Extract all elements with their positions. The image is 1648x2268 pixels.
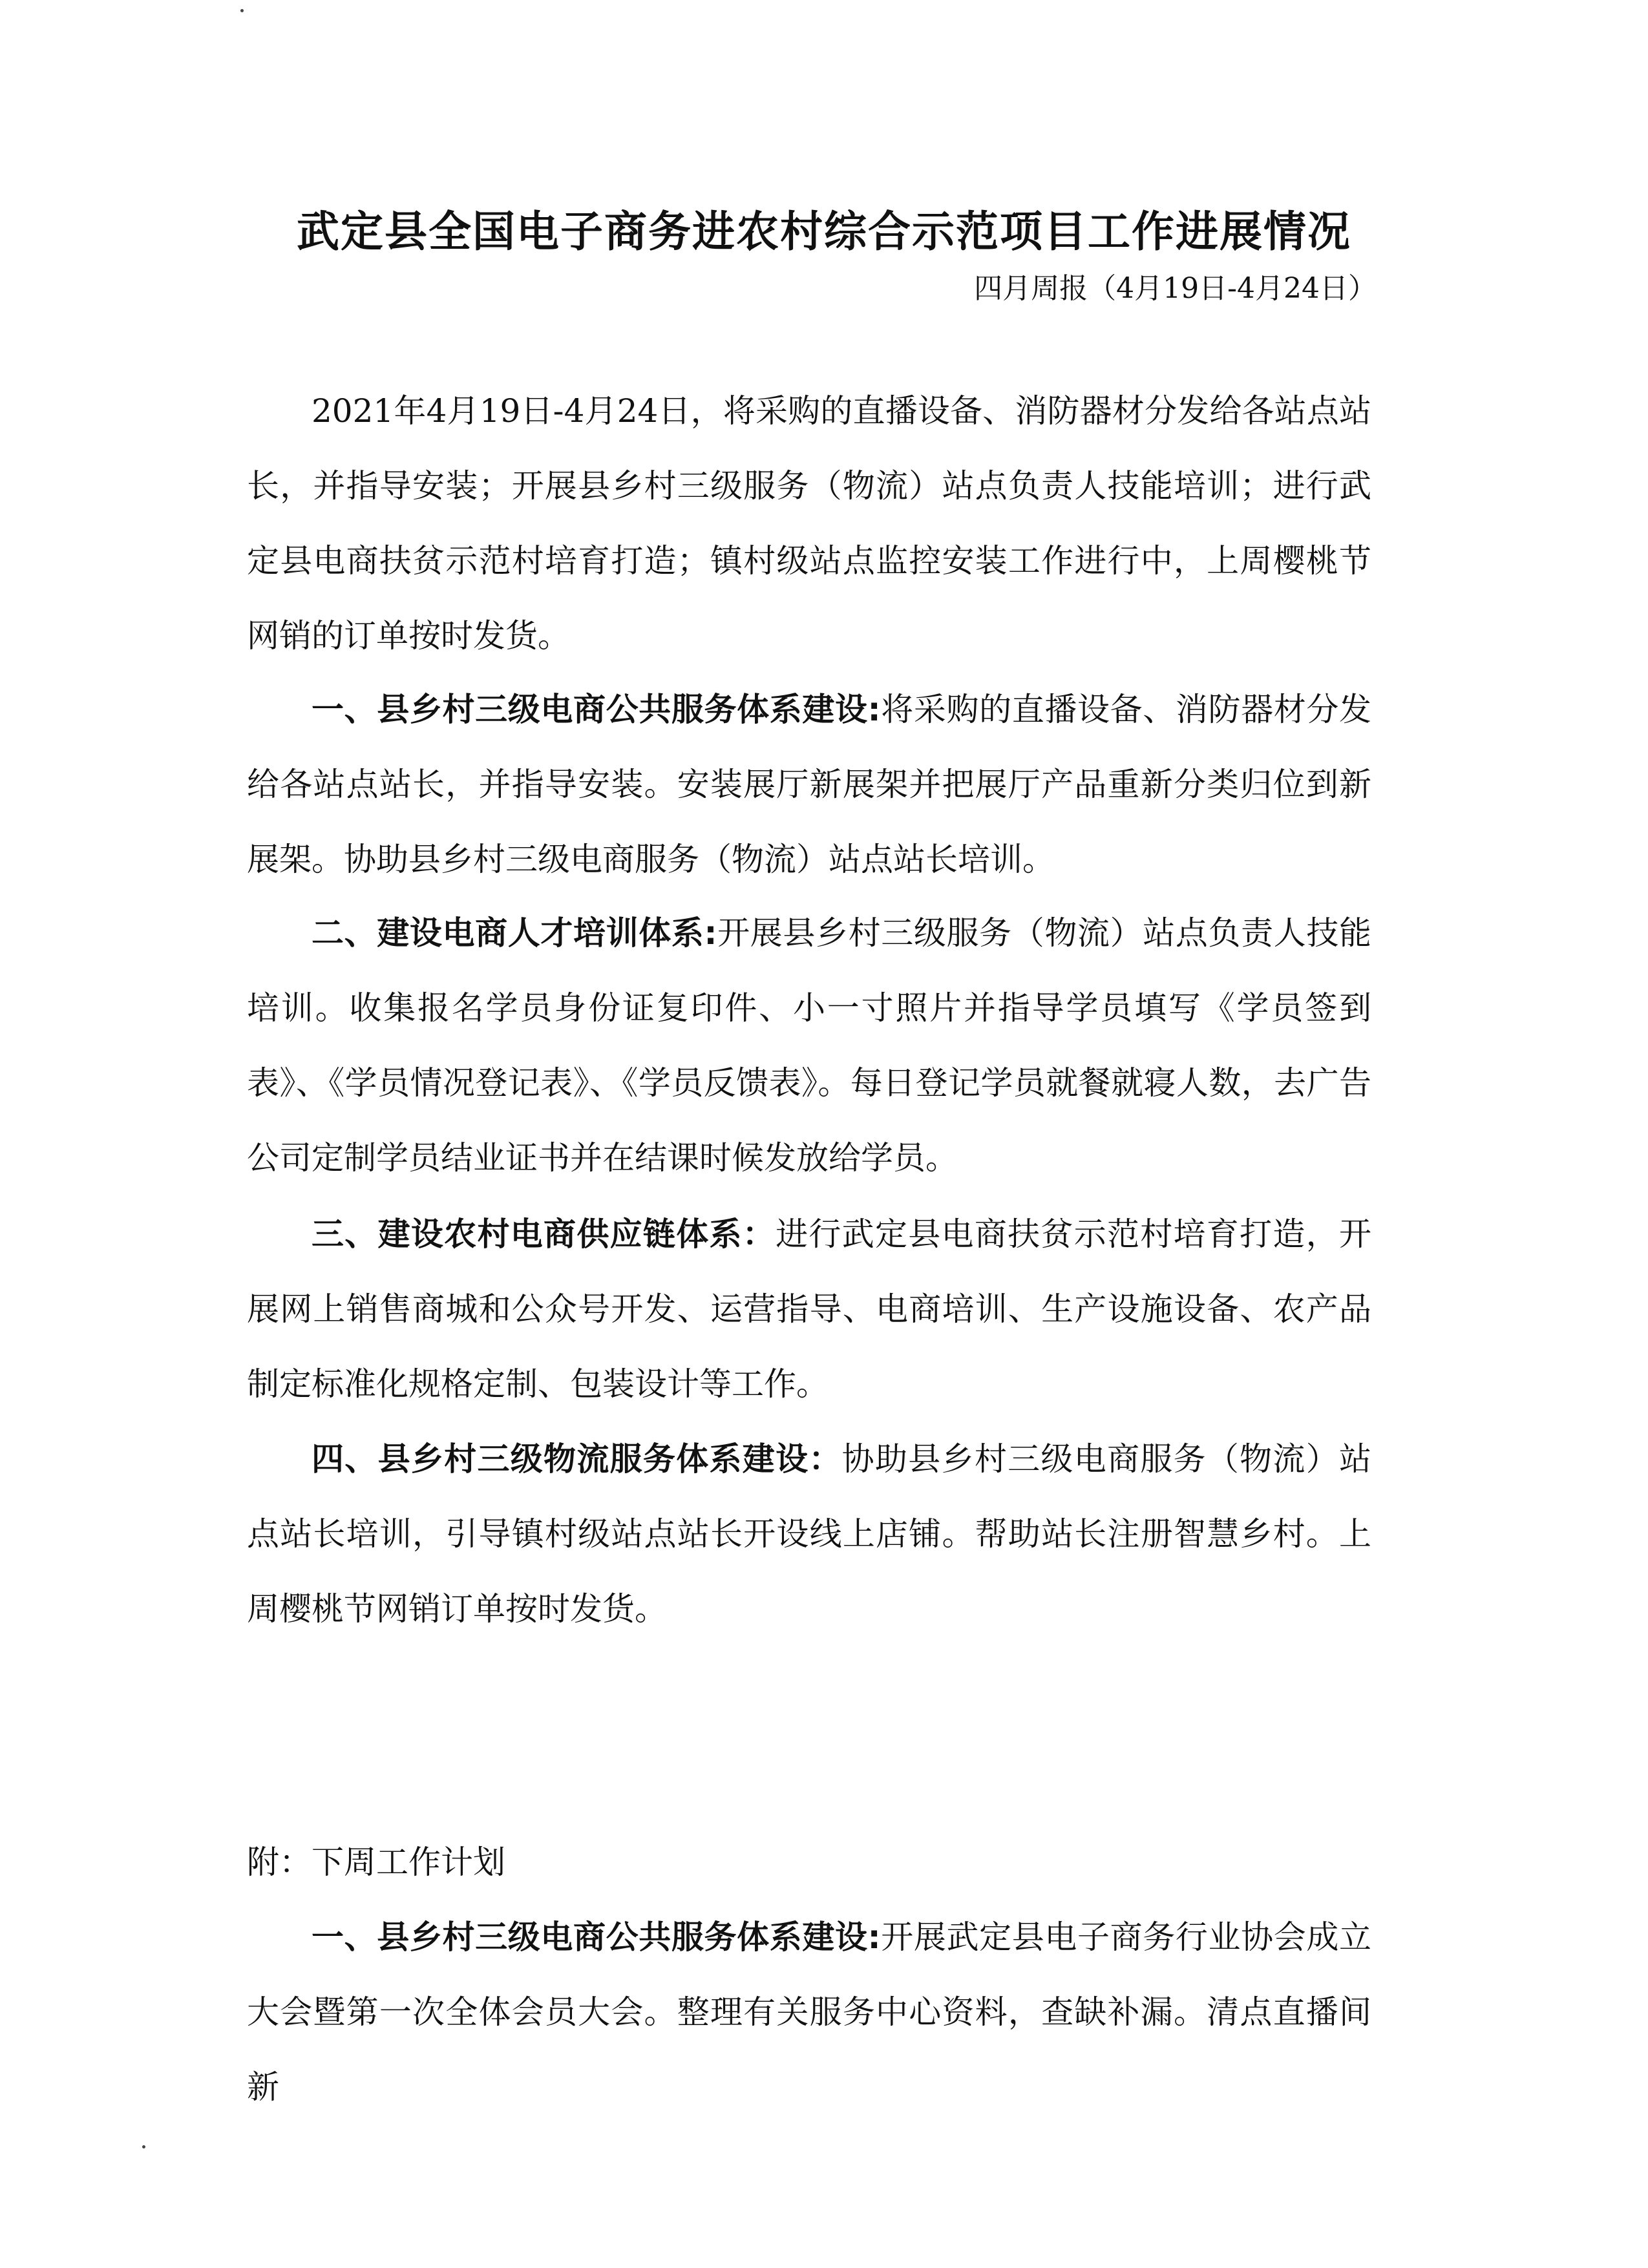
section-paragraph <box>247 896 1371 1195</box>
section-body: 协助县乡村三级电商服务（物流）站点站长培训，引导镇村级站点站长开设线上店铺。帮助站长注册智慧乡村。上周樱桃节网销订单按时发货。 <box>247 1440 1372 1628</box>
section-paragraph <box>247 1197 1371 1422</box>
document-subtitle: 四月周报（4月19日-4月24日） <box>974 272 1377 305</box>
section-heading: 一、县乡村三级电商公共服务体系建设: <box>312 691 881 728</box>
scan-speck <box>142 2145 145 2148</box>
appendix-heading: 一、县乡村三级电商公共服务体系建设: <box>312 1918 881 1956</box>
appendix-body: 开展武定县电子商务行业协会成立大会暨第一次全体会员大会。整理有关服务中心资料，查缺补漏。清点直播间新 <box>247 1918 1371 2106</box>
appendix-label: 附：下周工作计划 <box>247 1843 505 1881</box>
section-body: 进行武定县电商扶贫示范村培育打造，开展网上销售商城和公众号开发、运营指导、电商培训、生产设施设备、农产品制定标准化规格定制、包装设计等工作。 <box>247 1215 1372 1403</box>
intro-paragraph: 2021年4月19日-4月24日，将采购的直播设备、消防器材分发给各站点站长，并指导安装；开展县乡村三级服务（物流）站点负责人技能培训；进行武定县电商扶贫示范村培育打造；镇村级站点监控安装工作进行中，上周樱桃节网销的订单按时发货。 <box>247 392 1371 655</box>
section-paragraph <box>247 672 1371 897</box>
scan-speck <box>240 9 244 12</box>
section-paragraph <box>247 1422 1371 1646</box>
section-body: 将采购的直播设备、消防器材分发给各站点站长，并指导安装。安装展厅新展架并把展厅产品重新分类归位到新展架。协助县乡村三级电商服务（物流）站点站长培训。 <box>247 691 1371 878</box>
section-heading: 二、建设电商人才培训体系: <box>312 914 717 952</box>
section-body: 开展县乡村三级服务（物流）站点负责人技能培训。收集报名学员身份证复印件、小一寸照片并指导学员填写《学员签到表》、《学员情况登记表》、《学员反馈表》。每日登记学员就餐就寝人数，去广告公司定制学员结业证书并在结课时候发放给学员。 <box>247 914 1371 1177</box>
document-title: 武定县全国电子商务进农村综合示范项目工作进展情况 <box>297 207 1351 257</box>
section-heading: 三、建设农村电商供应链体系： <box>312 1215 776 1253</box>
appendix-paragraph <box>247 1900 1371 2125</box>
section-heading: 四、县乡村三级物流服务体系建设： <box>312 1440 842 1478</box>
